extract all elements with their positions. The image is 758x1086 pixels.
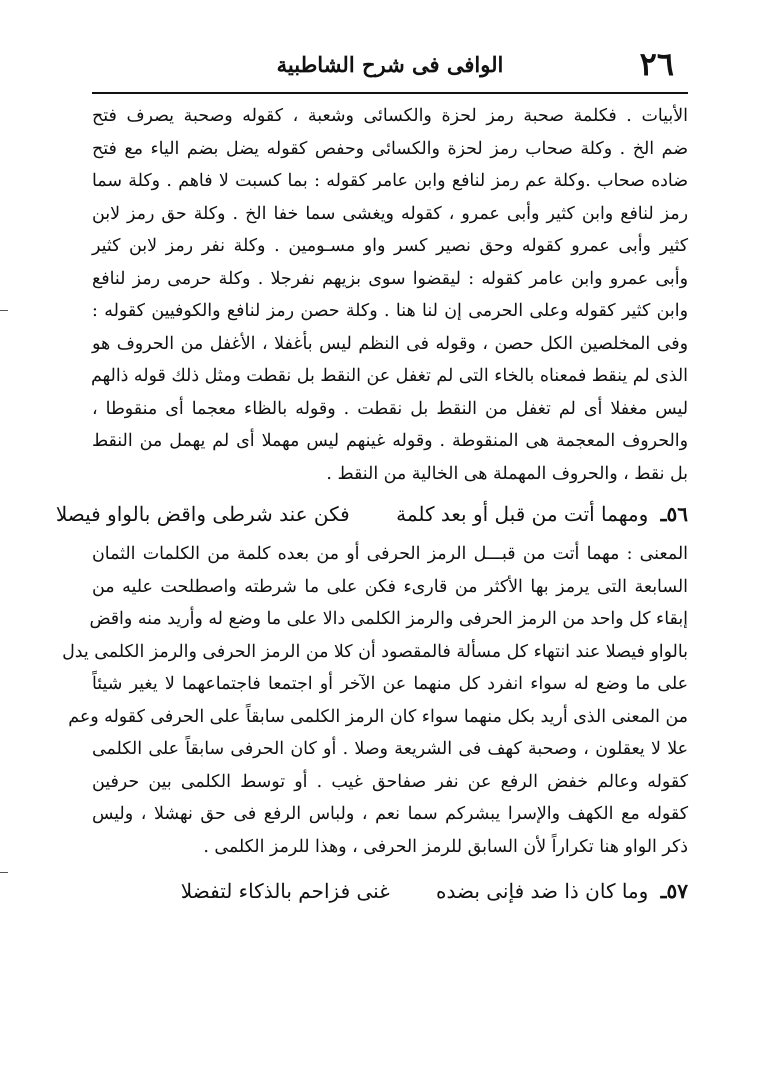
verse-first-hemistich: ومهما أتت من قبل أو بعد كلمة	[396, 502, 649, 526]
text-line: كقوله وعالم خفض الرفع عن نفر صفاحق غيب . أو توسط الكلمى بين حرفين	[92, 771, 688, 792]
header-rule	[92, 92, 688, 94]
text-line: والحروف المعجمة هى المنقوطة . وقوله غينهم ليس مهملا أى لم يهمل من النقط	[92, 431, 688, 451]
text-line: ضاده صحاب .وكلة عم رمز لنافع وابن عامر كقوله : بما كسبت لا فاهم . وكلة سما	[92, 171, 688, 191]
verse-56	[55, 490, 688, 538]
verse-number: ٥٦ـ	[660, 502, 688, 526]
text-line: على ما وضع له سواء انفرد كل منهما عن الآخر أو اجتمعا فاجتماعهما لا يغير شيئاً	[92, 674, 688, 694]
text-line: المعنى : مهما أتت من قبـــل الرمز الحرفى أو من بعده كلمة من الكلمات الثمان	[92, 544, 688, 564]
paragraph-2	[62, 538, 688, 863]
verse-second-hemistich: فكن عند شرطى واقض بالواو فيصلا	[55, 502, 350, 526]
text-line: الذى لم ينقط فمعناه بالخاء التى لم تغفل عن النقط بل نقطت ومثل ذلك قوله ذالهم	[90, 366, 688, 386]
text-line: ليس مغفلا أى لم تغفل من النقط بل نقطت . وقوله بالظاء معجما أى منقوطا ،	[92, 398, 688, 419]
text-line: وابن كثير كقوله وعلى الحرمى إن لنا هنا . وكلة حصن رمز لنافع والكوفيين كقوله :	[92, 301, 688, 321]
text-line: وفى المخلصين الكل حصن ، وقوله فى النظم ليس بأغفلا ، الأغفل من الحروف هو	[92, 333, 688, 354]
text-line: بالواو فيصلا عند انتهاء كل مسألة فالمقصود أن كلا من الرمز الحرفى والرمز الكلمى يدل	[62, 641, 688, 662]
text-line: إبقاء كل واحد من الرمز الحرفى والرمز الكلمى دالا على ما وضع له وأريد منه واقض	[89, 609, 688, 629]
page-header	[92, 42, 688, 90]
text-line: الأبيات . فكلمة صحبة رمز لحزة والكسائى وشعبة ، كقوله وصحبة يصرف فتح	[92, 106, 688, 126]
text-line: كقوله مع الكهف والإسرا يبشركم سما نعم ، ولباس الرفع فى حق نهشلا ، وليس	[92, 804, 688, 824]
running-title: الوافى فى شرح الشاطبية	[276, 52, 504, 77]
verse-second-hemistich: غنى فزاحم بالذكاء لتفضلا	[180, 879, 390, 903]
text-line: السابعة التى يرمز بها الأكثر من قارىء فكن على ما شرطته واصطلحت عليه من	[92, 576, 688, 597]
paragraph-1	[92, 100, 688, 490]
text-line: من المعنى الذى أريد بكل منهما سواء كان الرمز الكلمى سابقاً على الحرفى كقوله وعم	[68, 706, 688, 727]
verse-first-hemistich: وما كان ذا ضد فإنى بضده	[436, 879, 649, 903]
verse-number: ٥٧ـ	[660, 879, 688, 903]
body-text	[55, 100, 688, 915]
scan-edge-mark	[0, 310, 8, 311]
text-line: كثير وأبى عمرو كقوله وحق نصير كسر واو مسـومين . وكلة نفر رمز لابن كثير	[92, 236, 688, 256]
page-number: ٢٦	[639, 45, 674, 83]
text-line: رمز لنافع وابن كثير وأبى عمرو ، كقوله ويغشى سما خفا الخ . وكلة حق رمز لابن	[92, 203, 688, 224]
text-line: وأبى عمرو وابن عامر كقوله : ليقضوا سوى بزيهم نفرجلا . وكلة حرمى رمز لنافع	[92, 268, 688, 289]
text-line: ضم الخ . وكلة صحاب رمز لحزة والكسائى وحفص كقوله يضل بضم الياء مع فتح	[92, 138, 688, 159]
text-line: بل نقط ، والحروف المهملة هى الخالية من النقط .	[326, 463, 688, 484]
scan-edge-mark	[0, 872, 8, 873]
text-line: ذكر الواو هنا تكراراً لأن السابق للرمز الحرفى ، وهذا للرمز الكلمى .	[203, 836, 688, 857]
text-line: علا لا يعقلون ، وصحبة كهف فى الشريعة وصلا . أو كان الحرفى سابقاً على الكلمى	[92, 739, 688, 759]
verse-57	[92, 867, 688, 915]
